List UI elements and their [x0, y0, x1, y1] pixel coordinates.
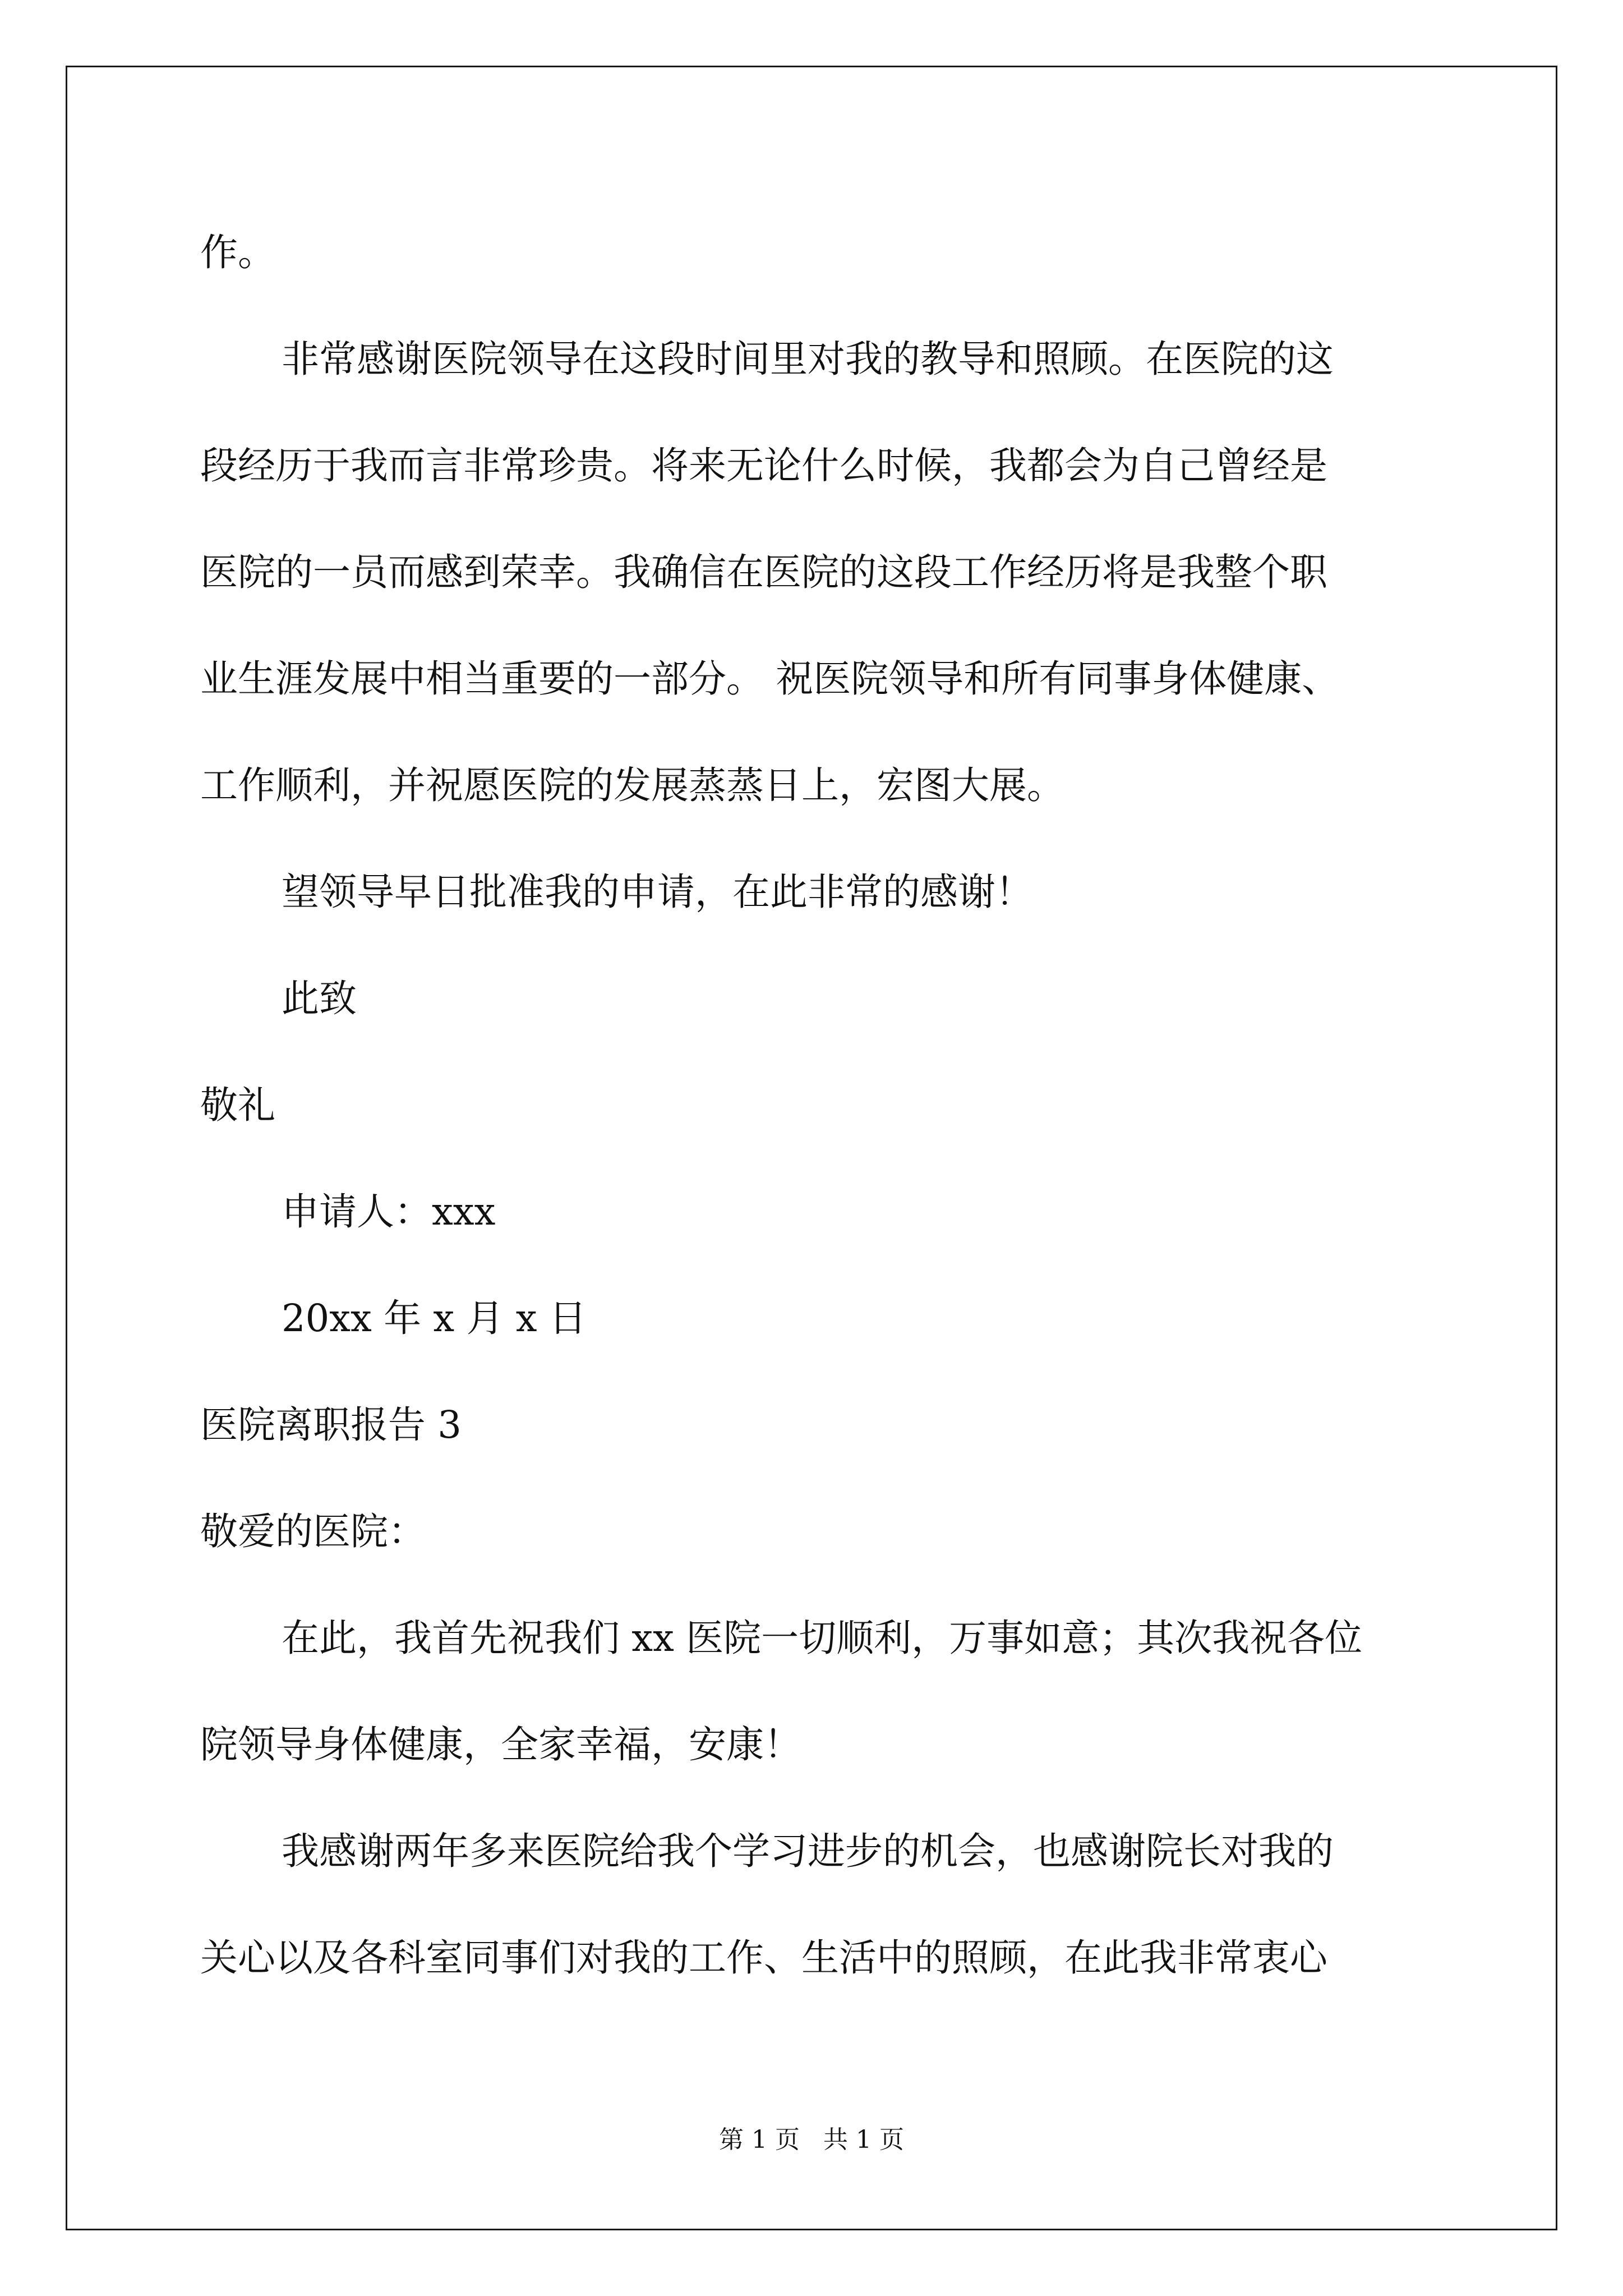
text-line-14: 在此，我首先祝我们 xx 医院一切顺利，万事如意；其次我祝各位	[282, 1616, 1363, 1660]
page-footer: 第 1 页 共 1 页	[719, 2125, 904, 2154]
text-line-8: 此致	[282, 977, 357, 1020]
text-line-5: 业生涯发展中相当重要的一部分。 祝医院领导和所有同事身体健康、	[200, 657, 1340, 701]
text-line-4: 医院的一员而感到荣幸。我确信在医院的这段工作经历将是我整个职	[200, 550, 1327, 594]
applicant-line: 申请人：xxx	[282, 1190, 496, 1234]
text-line-15: 院领导身体健康，全家幸福，安康！	[200, 1723, 801, 1766]
text-line-16: 我感谢两年多来医院给我个学习进步的机会，也感谢院长对我的	[282, 1829, 1334, 1873]
salutation-line: 敬爱的医院：	[200, 1510, 426, 1553]
text-line-3: 段经历于我而言非常珍贵。将来无论什么时候，我都会为自己曾经是	[200, 444, 1327, 487]
text-line-17: 关心以及各科室同事们对我的工作、生活中的照顾，在此我非常衷心	[200, 1936, 1327, 1980]
text-line-9: 敬礼	[200, 1083, 275, 1127]
text-line-1: 作。	[200, 231, 275, 274]
page-border	[66, 66, 1557, 2230]
section-title: 医院离职报告 3	[200, 1403, 462, 1447]
date-line: 20xx 年 x 月 x 日	[282, 1296, 587, 1340]
text-line-7: 望领导早日批准我的申请，在此非常的感谢！	[282, 870, 1033, 914]
text-line-6: 工作顺利，并祝愿医院的发展蒸蒸日上，宏图大展。	[200, 763, 1064, 807]
text-line-2: 非常感谢医院领导在这段时间里对我的教导和照顾。在医院的这	[282, 337, 1334, 381]
